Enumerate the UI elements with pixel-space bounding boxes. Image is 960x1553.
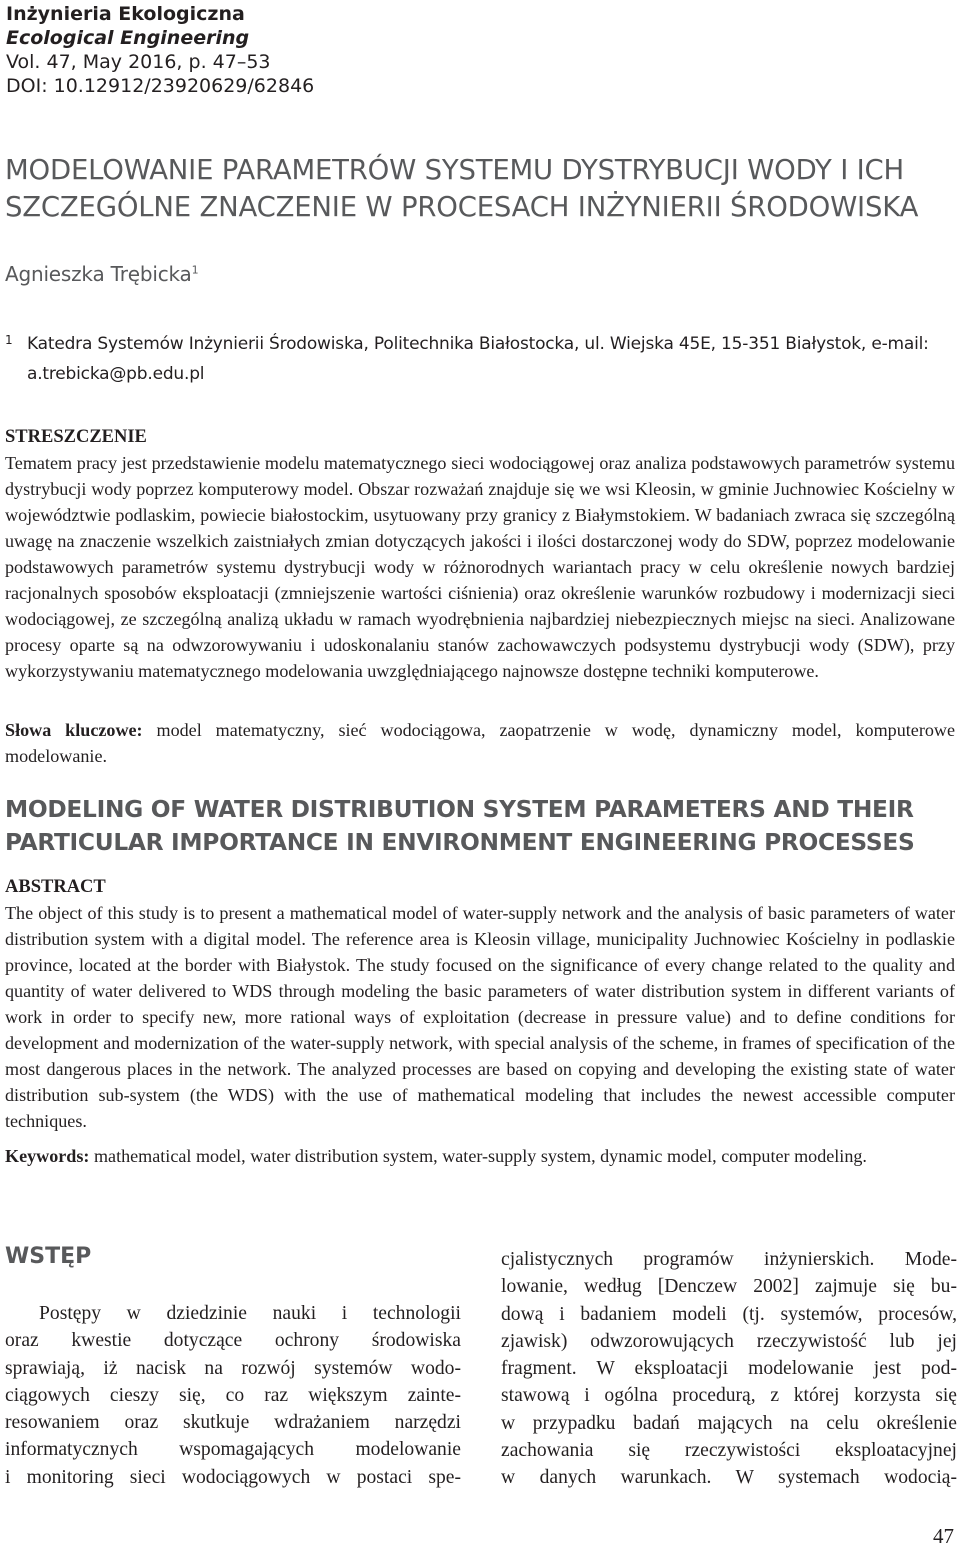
- journal-header: [6, 2, 314, 98]
- intro-line: zachowania się rzeczywistości eksploatacyjnej: [501, 1440, 957, 1462]
- keywords-pl: [5, 717, 955, 769]
- intro-line: w przypadku badań mających na celu określenie: [501, 1412, 957, 1434]
- keywords-en-text: mathematical model, water distribution system, water-supply system, dynamic model, computer modeling.: [93, 1146, 867, 1166]
- paper-title-pl: MODELOWANIE PARAMETRÓW SYSTEMU DYSTRYBUCJI WODY I ICH SZCZEGÓLNE ZNACZENIE W PROCESACH INŻYNIERII ŚRODOWISKA: [5, 154, 919, 223]
- intro-line: informatycznych wspomagających modelowanie: [5, 1439, 461, 1461]
- intro-column-right: [501, 1246, 957, 1492]
- section-heading-intro: WSTĘP: [5, 1244, 92, 1269]
- page-number: 47: [933, 1524, 954, 1548]
- intro-line: zjawisk) odwzorowujących rzeczywistość lub jej: [501, 1330, 957, 1352]
- affiliation: [5, 325, 960, 389]
- intro-line: sprawiają, iż nacisk na rozwój systemów wodo-: [5, 1357, 461, 1379]
- journal-name-pl: Inżynieria Ekologiczna: [6, 3, 245, 25]
- keywords-pl-label: Słowa kluczowe:: [5, 720, 143, 740]
- intro-line: resowaniem oraz skutkuje wdrażaniem narzędzi: [5, 1412, 461, 1434]
- affiliation-email: a.trebicka@pb.edu.pl: [27, 364, 205, 384]
- abstract-en-heading: ABSTRACT: [5, 877, 106, 897]
- keywords-en: [5, 1143, 955, 1169]
- affiliation-line1: Katedra Systemów Inżynierii Środowiska, Politechnika Białostocka, ul. Wiejska 45E, 15-351 Białystok, e-mail:: [27, 334, 929, 354]
- paper-title-en: MODELING OF WATER DISTRIBUTION SYSTEM PARAMETERS AND THEIR PARTICULAR IMPORTANCE IN ENVIRONMENT ENGINEERING PROCESSES: [5, 796, 915, 856]
- abstract-en-text: The object of this study is to present a mathematical model of water-supply network and the analysis of basic parameters of water distribution system with a digital model. The reference area is Kleosin village, municipality Juchnowiec Kościelny in podlaskie province, located at the border with Białystok. The study focused on the significance of every change related to the quality and quantity of water delivered to WDS through modeling the basic parameters of water distribution system in different variants of work in order to specify new, more rational ways of exploitation (decrease in pressure value) and to define conditions for development and modernization of the water-supply network, with special analysis of the scheme, in frames of specification of the most dangerous places in the network. The analyzed processes are based on copying and developing the existing state of water distribution sub-system (the WDS) with the use of mathematical modeling that includes the newest accessible computer techniques.: [5, 903, 955, 1131]
- keywords-en-label: Keywords:: [5, 1146, 90, 1166]
- author-affil-mark: 1: [191, 263, 199, 277]
- abstract-pl-text: Tematem pracy jest przedstawienie modelu matematycznego sieci wodociągowej oraz analiza podstawowych parametrów systemu dystrybucji wody poprzez komputerowy model. Obszar rozważań znajduje się we wsi Kleosin, w gminie Juchnowiec Kościelny w województwie podlaskim, powiecie białostockim, usytuowany przy granicy z Białymstokiem. W badaniach zwraca się szczególną uwagę na znaczenie wszelkich zaistniałych zmian dotyczących jakości i ilości dostarczonej wody do SDW, poprzez modelowanie podstawowych parametrów systemu dystrybucji wody w różnorodnych wariantach pracy w celu określenie nowych bardziej racjonalnych sposobów eksploatacji (zmniejszenie wartości ciśnienia) oraz określenie warunków rozbudowy i modernizacji sieci wodociągowej, ze szczególną analizą układu w ramach wyodrębnienia najbardziej niebezpiecznych miejsc na sieci. Analizowane procesy oparte są na odwzorowywaniu i udoskonalaniu stanów zachowawczych podsystemu dystrybucji wody (SDW), przy wykorzystywaniu matematycznego modelowania uwzględniającego najnowsze dostępne techniki komputerowe.: [5, 453, 955, 681]
- intro-line: oraz kwestie dotyczące ochrony środowiska: [5, 1330, 461, 1352]
- intro-line: ciągowych cieszy się, co raz większym zainte-: [5, 1384, 461, 1406]
- author: [5, 262, 198, 286]
- intro-line: Postępy w dziedzinie nauki i technologii: [39, 1303, 461, 1324]
- journal-volume: Vol. 47, May 2016, p. 47–53: [6, 51, 271, 73]
- intro-line: lowanie, według [Denczew 2002] zajmuje się bu-: [501, 1276, 957, 1298]
- affiliation-number: 1: [5, 333, 13, 347]
- journal-doi: DOI: 10.12912/23920629/62846: [6, 75, 315, 97]
- intro-column-left: [5, 1300, 461, 1491]
- intro-line: fragment. W eksploatacji modelowanie jest pod-: [501, 1358, 957, 1380]
- abstract-en: [5, 874, 955, 1134]
- abstract-pl: [5, 424, 955, 684]
- abstract-pl-heading: STRESZCZENIE: [5, 427, 147, 447]
- intro-line: cjalistycznych programów inżynierskich. Mode-: [501, 1249, 957, 1270]
- intro-line: dową i badaniem modeli (tj. systemów, procesów,: [501, 1303, 957, 1325]
- keywords-pl-text: model matematyczny, sieć wodociągowa, zaopatrzenie w wodę, dynamiczny model, komputerowe modelowanie.: [5, 720, 955, 766]
- intro-line: stawową i ogólna procedurą, z której korzysta się: [501, 1385, 957, 1407]
- author-name: Agnieszka Trębicka: [5, 262, 192, 286]
- intro-line: i monitoring sieci wodociągowych w postaci spe-: [5, 1466, 461, 1488]
- intro-line: w danych warunkach. W systemach wodocią-: [501, 1467, 957, 1489]
- journal-name-en: Ecological Engineering: [6, 27, 250, 49]
